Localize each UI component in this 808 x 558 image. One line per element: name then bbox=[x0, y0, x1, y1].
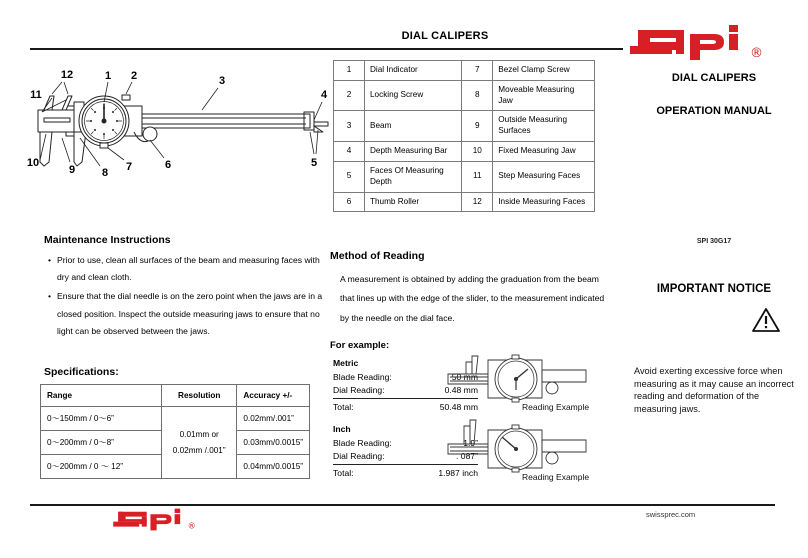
inch-dial-label: Dial Reading: bbox=[333, 451, 385, 461]
spec-range-cell: 0～150mm / 0～6” bbox=[41, 407, 162, 431]
warning-triangle-icon bbox=[752, 307, 780, 338]
metric-title: Metric bbox=[333, 358, 359, 368]
part-number-cell: 8 bbox=[462, 80, 493, 111]
spi-logo-mark bbox=[112, 508, 185, 533]
diagram-callout-6: 6 bbox=[164, 159, 172, 171]
registered-mark: ® bbox=[750, 46, 763, 61]
spec-resolution-cell: 0.01mm or 0.02mm /.001” bbox=[162, 407, 237, 479]
part-number-cell: 3 bbox=[334, 111, 365, 142]
part-number-cell: 5 bbox=[334, 161, 365, 192]
reading-example-illustration-metric bbox=[446, 352, 596, 419]
spec-accuracy-cell: 0.04mm/0.0015” bbox=[237, 455, 310, 479]
part-label-cell: Beam bbox=[365, 111, 462, 142]
part-number-cell: 12 bbox=[462, 192, 493, 212]
specifications-table bbox=[40, 384, 310, 479]
part-number-cell: 6 bbox=[334, 192, 365, 212]
diagram-callout-2: 2 bbox=[130, 70, 138, 82]
for-example-label: For example: bbox=[330, 340, 390, 351]
method-of-reading-heading: Method of Reading bbox=[330, 250, 425, 262]
part-label-cell: Step Measuring Faces bbox=[493, 161, 595, 192]
part-label-cell: Outside Measuring Surfaces bbox=[493, 111, 595, 142]
table-row bbox=[334, 80, 595, 111]
diagram-callout-9: 9 bbox=[68, 164, 76, 176]
specifications-header-row bbox=[41, 385, 310, 407]
spi-logo-header bbox=[628, 24, 763, 64]
part-number-cell: 2 bbox=[334, 80, 365, 111]
parts-legend-table bbox=[333, 60, 595, 212]
spi-logo-mark bbox=[628, 24, 746, 64]
inch-total-value: 1.987 inch bbox=[438, 468, 478, 478]
metric-total-label: Total: bbox=[333, 402, 354, 412]
metric-dial-label: Dial Reading: bbox=[333, 385, 385, 395]
part-number-cell: 1 bbox=[334, 61, 365, 81]
specifications-table-head bbox=[41, 385, 310, 407]
reading-example-caption: Reading Example bbox=[522, 402, 590, 412]
inch-total-label: Total: bbox=[333, 468, 354, 478]
spec-range-cell: 0～200mm / 0～8” bbox=[41, 431, 162, 455]
method-of-reading-body: A measurement is obtained by adding the graduation from the beam that lines up with the edge of the slider, to the measurement indicated by the needle on the dial face. bbox=[340, 274, 605, 323]
part-number-cell: 4 bbox=[334, 142, 365, 162]
spec-col-accuracy: Accuracy +/- bbox=[237, 385, 310, 407]
inch-blade-value: 1.9” bbox=[463, 438, 478, 448]
part-label-cell: Dial Indicator bbox=[365, 61, 462, 81]
important-notice-title: IMPORTANT NOTICE bbox=[656, 283, 772, 295]
part-label-cell: Bezel Clamp Screw bbox=[493, 61, 595, 81]
spec-accuracy-cell: 0.02mm/.001” bbox=[237, 407, 310, 431]
list-item: • Prior to use, clean all surfaces of the beam and measuring faces with dry and clean cloth. bbox=[48, 252, 333, 286]
part-number-cell: 9 bbox=[462, 111, 493, 142]
diagram-callout-12: 12 bbox=[60, 69, 74, 81]
parts-table-body bbox=[334, 61, 595, 212]
specifications-heading: Specifications: bbox=[44, 366, 119, 378]
header-divider bbox=[30, 48, 623, 50]
maintenance-heading: Maintenance Instructions bbox=[44, 234, 171, 246]
part-label-cell: Thumb Roller bbox=[365, 192, 462, 212]
specifications-table-body bbox=[41, 407, 310, 479]
part-number-cell: 7 bbox=[462, 61, 493, 81]
spec-col-resolution: Resolution bbox=[162, 385, 237, 407]
part-label-cell: Locking Screw bbox=[365, 80, 462, 111]
part-label-cell: Faces Of Measuring Depth bbox=[365, 161, 462, 192]
metric-total-value: 50.48 mm bbox=[439, 402, 478, 412]
part-number: SPI 30G17 bbox=[696, 238, 732, 245]
diagram-callout-4: 4 bbox=[320, 89, 328, 101]
manual-title-line1: DIAL CALIPERS bbox=[671, 72, 757, 84]
part-label-cell: Depth Measuring Bar bbox=[365, 142, 462, 162]
reading-example-illustration-inch bbox=[446, 418, 596, 489]
spec-accuracy-cell: 0.03mm/0.0015” bbox=[237, 431, 310, 455]
table-row bbox=[334, 161, 595, 192]
diagram-callout-11: 11 bbox=[30, 89, 42, 101]
diagram-callout-1: 1 bbox=[104, 70, 112, 82]
metric-blade-label: Blade Reading: bbox=[333, 372, 392, 382]
list-item: • Ensure that the dial needle is on the zero point when the jaws are in a closed position. Inspect the outside measuring jaws to ensure that no light can be observed between the jaws. bbox=[48, 288, 333, 340]
table-row bbox=[41, 407, 310, 431]
manual-title-line2: OPERATION MANUAL bbox=[656, 105, 772, 117]
metric-blade-value: 50 mm bbox=[451, 372, 478, 382]
footer-divider bbox=[30, 504, 775, 506]
table-row bbox=[334, 192, 595, 212]
diagram-callout-3: 3 bbox=[218, 75, 226, 87]
part-number-cell: 11 bbox=[462, 161, 493, 192]
spec-range-cell: 0～200mm / 0 ～ 12” bbox=[41, 455, 162, 479]
reading-example-caption: Reading Example bbox=[522, 472, 590, 482]
diagram-callout-8: 8 bbox=[101, 167, 109, 179]
spi-logo-footer bbox=[112, 508, 196, 533]
registered-mark: ® bbox=[187, 521, 196, 531]
diagram-callout-7: 7 bbox=[125, 161, 133, 173]
part-label-cell: Fixed Measuring Jaw bbox=[493, 142, 595, 162]
part-label-cell: Inside Measuring Faces bbox=[493, 192, 595, 212]
inch-blade-label: Blade Reading: bbox=[333, 438, 392, 448]
part-number-cell: 10 bbox=[462, 142, 493, 162]
table-row bbox=[334, 142, 595, 162]
caliper-diagram bbox=[22, 62, 330, 187]
page-title: DIAL CALIPERS bbox=[401, 30, 489, 42]
spec-col-range: Range bbox=[41, 385, 162, 407]
inch-title: Inch bbox=[333, 424, 351, 434]
table-row bbox=[334, 111, 595, 142]
diagram-callout-5: 5 bbox=[310, 157, 318, 169]
metric-dial-value: 0.48 mm bbox=[444, 385, 478, 395]
part-label-cell: Moveable Measuring Jaw bbox=[493, 80, 595, 111]
important-notice-body: Avoid exerting excessive force when measuring as it may cause an incorrect reading and deformation of the measuring jaws. bbox=[634, 366, 794, 415]
inch-dial-value: . 087” bbox=[456, 451, 478, 461]
maintenance-list bbox=[48, 252, 333, 342]
table-row bbox=[334, 61, 595, 81]
footer-url: swissprec.com bbox=[646, 510, 696, 519]
diagram-callout-10: 10 bbox=[26, 157, 40, 169]
